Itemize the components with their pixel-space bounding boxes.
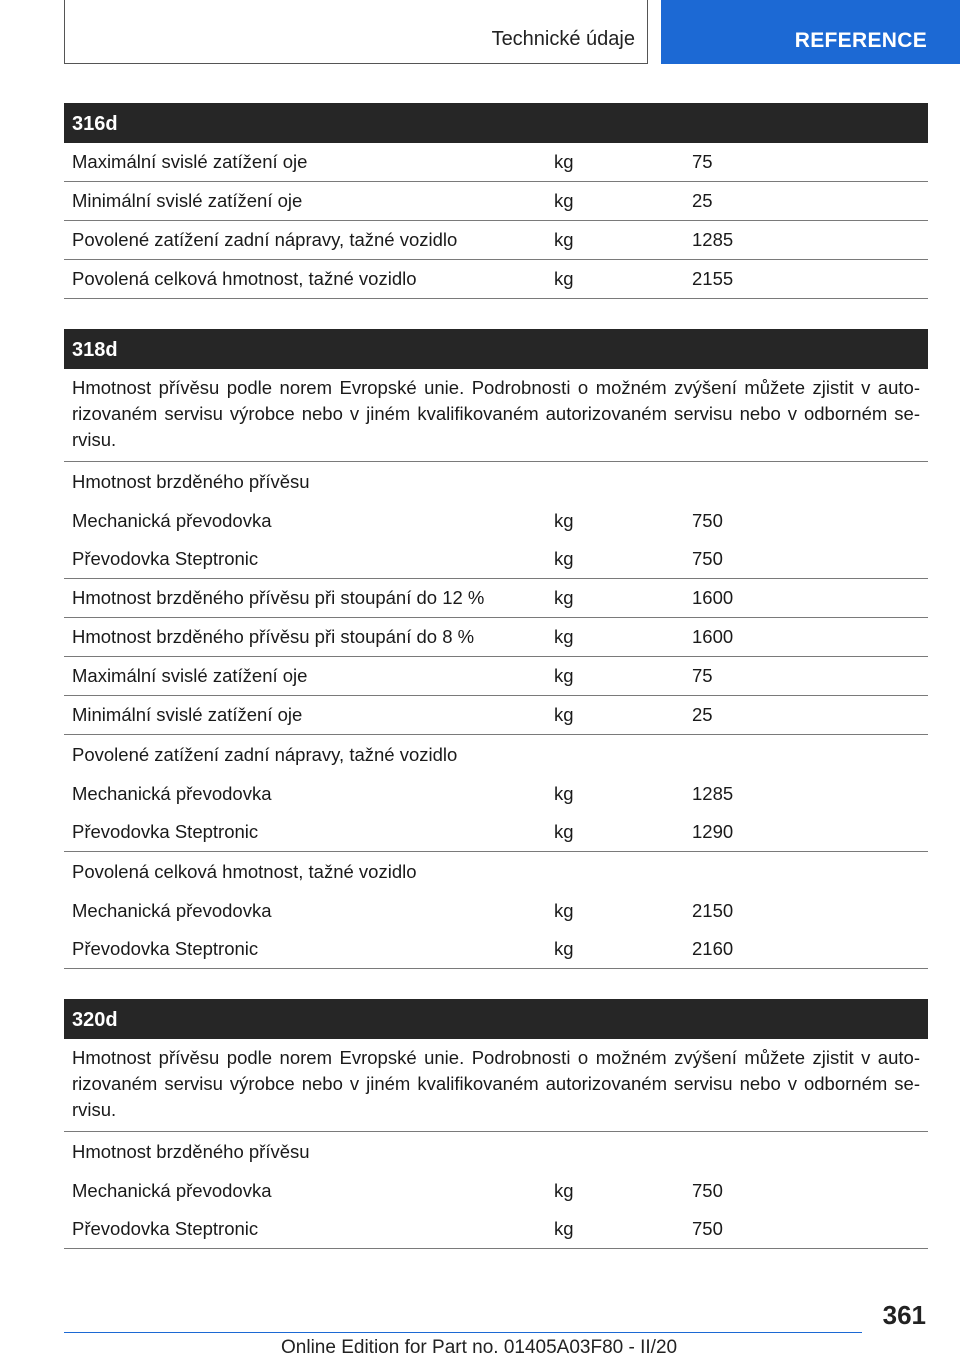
table-row (64, 930, 928, 969)
row-unit: kg (554, 899, 574, 921)
header-section-box (64, 0, 648, 64)
row-label: Mechanická převodovka (72, 782, 272, 804)
row-value: 2160 (692, 938, 734, 959)
block-title: 320d (64, 999, 928, 1039)
table-row (64, 813, 928, 852)
block-note: Hmotnost přívěsu podle norem Evropské unie. Podrobnosti o možném zvýšení můžete zjistit v autorizovaném servisu výrobce nebo v jiném kvalifikovaném autorizovaném servisu nebo v odborném servisu. (64, 1039, 928, 1132)
table-row (64, 182, 928, 221)
table-row (64, 540, 928, 579)
row-unit: kg (554, 548, 574, 569)
block-title: 316d (64, 103, 928, 143)
row-unit: kg (554, 1179, 574, 1201)
row-value: 750 (692, 509, 723, 531)
row-unit: kg (554, 938, 574, 959)
row-label: Maximální svislé zatížení oje (72, 665, 308, 686)
row-label: Mechanická převodovka (72, 1179, 272, 1201)
table-row (64, 462, 928, 501)
row-label: Mechanická převodovka (72, 509, 272, 531)
row-label: Hmotnost brzděného přívěsu při stoupání do 12 % (72, 587, 485, 608)
row-value: 75 (692, 665, 713, 686)
spec-block-316d (64, 103, 928, 299)
section-title: Technické údaje (491, 28, 635, 50)
footer-divider (64, 1332, 862, 1333)
row-label: Převodovka Steptronic (72, 548, 259, 569)
table-row (64, 852, 928, 891)
row-value: 25 (692, 704, 713, 725)
reference-tab[interactable] (661, 0, 960, 64)
row-label: Převodovka Steptronic (72, 821, 259, 842)
table-row (64, 774, 928, 813)
row-value: 750 (692, 548, 723, 569)
row-unit: kg (554, 587, 574, 608)
row-value: 75 (692, 151, 713, 172)
table-row (64, 696, 928, 735)
row-unit: kg (554, 665, 574, 686)
row-unit: kg (554, 782, 574, 804)
row-label: Hmotnost brzděného přívěsu (72, 470, 310, 492)
row-unit: kg (554, 268, 574, 289)
row-value: 25 (692, 190, 713, 211)
table-row (64, 143, 928, 182)
row-value: 2155 (692, 268, 734, 289)
table-row (64, 260, 928, 299)
block-note: Hmotnost přívěsu podle norem Evropské unie. Podrobnosti o možném zvýšení můžete zjistit v autorizovaném servisu výrobce nebo v jiném kvalifikovaném autorizovaném servisu nebo v odborném servisu. (64, 369, 928, 462)
row-value: 2150 (692, 899, 734, 921)
row-value: 750 (692, 1179, 723, 1201)
block-title: 318d (64, 329, 928, 369)
row-label: Hmotnost brzděného přívěsu (72, 1140, 310, 1162)
row-unit: kg (554, 704, 574, 725)
row-unit: kg (554, 509, 574, 531)
table-row (64, 618, 928, 657)
reference-tab-label: REFERENCE (794, 29, 927, 52)
row-label: Povolené zatížení zadní nápravy, tažné vozidlo (72, 743, 458, 765)
row-label: Povolená celková hmotnost, tažné vozidlo (72, 860, 417, 882)
spec-block-320d (64, 999, 928, 1249)
spec-block-318d (64, 329, 928, 969)
row-value: 1285 (692, 782, 734, 804)
table-row (64, 1171, 928, 1210)
row-label: Převodovka Steptronic (72, 1218, 259, 1239)
row-value: 1285 (692, 229, 734, 250)
row-value: 1290 (692, 821, 734, 842)
row-unit: kg (554, 190, 574, 211)
table-row (64, 221, 928, 260)
row-label: Převodovka Steptronic (72, 938, 259, 959)
page-number: 361 (882, 1300, 926, 1330)
table-row (64, 735, 928, 774)
row-label: Povolená celková hmotnost, tažné vozidlo (72, 268, 417, 289)
table-row (64, 579, 928, 618)
spec-content (64, 103, 928, 1279)
row-unit: kg (554, 151, 574, 172)
row-label: Minimální svislé zatížení oje (72, 190, 303, 211)
table-row (64, 891, 928, 930)
row-unit: kg (554, 821, 574, 842)
row-unit: kg (554, 229, 574, 250)
row-label: Mechanická převodovka (72, 899, 272, 921)
row-value: 1600 (692, 626, 734, 647)
row-value: 750 (692, 1218, 723, 1239)
row-value: 1600 (692, 587, 734, 608)
row-unit: kg (554, 626, 574, 647)
row-label: Minimální svislé zatížení oje (72, 704, 303, 725)
row-label: Povolené zatížení zadní nápravy, tažné vozidlo (72, 229, 458, 250)
row-label: Maximální svislé zatížení oje (72, 151, 308, 172)
row-label: Hmotnost brzděného přívěsu při stoupání do 8 % (72, 626, 475, 647)
table-row (64, 1210, 928, 1249)
edition-text: Online Edition for Part no. 01405A03F80 - II/20 (281, 1337, 678, 1358)
row-unit: kg (554, 1218, 574, 1239)
table-row (64, 1132, 928, 1171)
table-row (64, 501, 928, 540)
table-row (64, 657, 928, 696)
